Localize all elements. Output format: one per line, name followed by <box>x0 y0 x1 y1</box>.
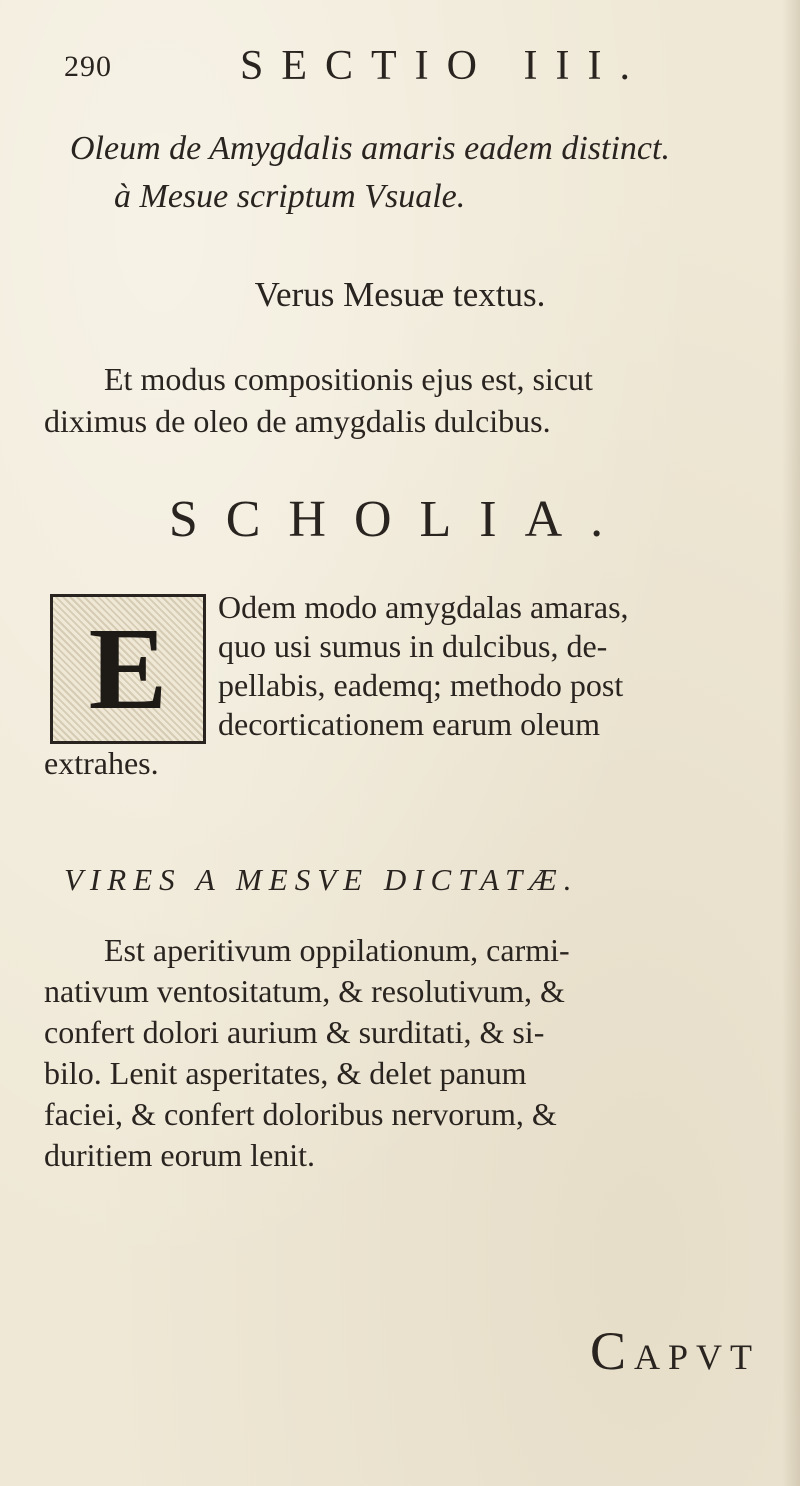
initial-letter: E <box>88 603 168 734</box>
running-title: SECTIO III. <box>240 43 648 89</box>
catchword-initial: C <box>589 1321 634 1381</box>
paragraph-line: confert dolori aurium & surditati, & si- <box>44 1014 545 1050</box>
paragraph-composition <box>44 358 784 442</box>
paragraph-line: bilo. Lenit asperitates, & delet panum <box>44 1055 527 1091</box>
paragraph-line: extrahes. <box>44 745 159 781</box>
paragraph-line: decorticationem earum oleum <box>218 706 601 742</box>
paragraph-line: quo usi sumus in dulcibus, de- <box>218 628 608 664</box>
paragraph-line: Est aperitivum oppilationum, carmi- <box>104 932 570 968</box>
paragraph-line: duritiem eorum lenit. <box>44 1137 316 1173</box>
scholia-heading: SCHOLIA. <box>168 491 632 548</box>
paragraph-line: nativum ventositatum, & resolutivum, & <box>44 973 565 1009</box>
page-header <box>0 40 800 100</box>
catchword <box>590 1320 760 1382</box>
page-number: 290 <box>64 50 112 83</box>
scholia-paragraph <box>218 588 790 744</box>
paragraph-line: Et modus compositionis ejus est, sicut <box>104 361 593 397</box>
decorated-initial <box>50 594 206 744</box>
paragraph-line: diximus de oleo de amygdalis dulcibus. <box>44 403 551 439</box>
paragraph-vires <box>44 930 784 1176</box>
section-title-line-1: Oleum de Amygdalis amaris eadem distinct. <box>70 130 670 167</box>
catchword-rest: APVT <box>633 1337 760 1377</box>
paragraph-line: pellabis, eademq; methodo post <box>218 667 624 703</box>
paragraph-line: faciei, & confert doloribus nervorum, & <box>44 1096 557 1132</box>
paragraph-line: Odem modo amygdalas amaras, <box>218 589 629 625</box>
subheading: Verus Mesuæ textus. <box>254 275 546 314</box>
vires-heading: VIRES A MESVE DICTATÆ. <box>64 862 579 897</box>
section-title <box>70 125 790 221</box>
section-title-line-2: à Mesue scriptum Vsuale. <box>114 178 466 215</box>
